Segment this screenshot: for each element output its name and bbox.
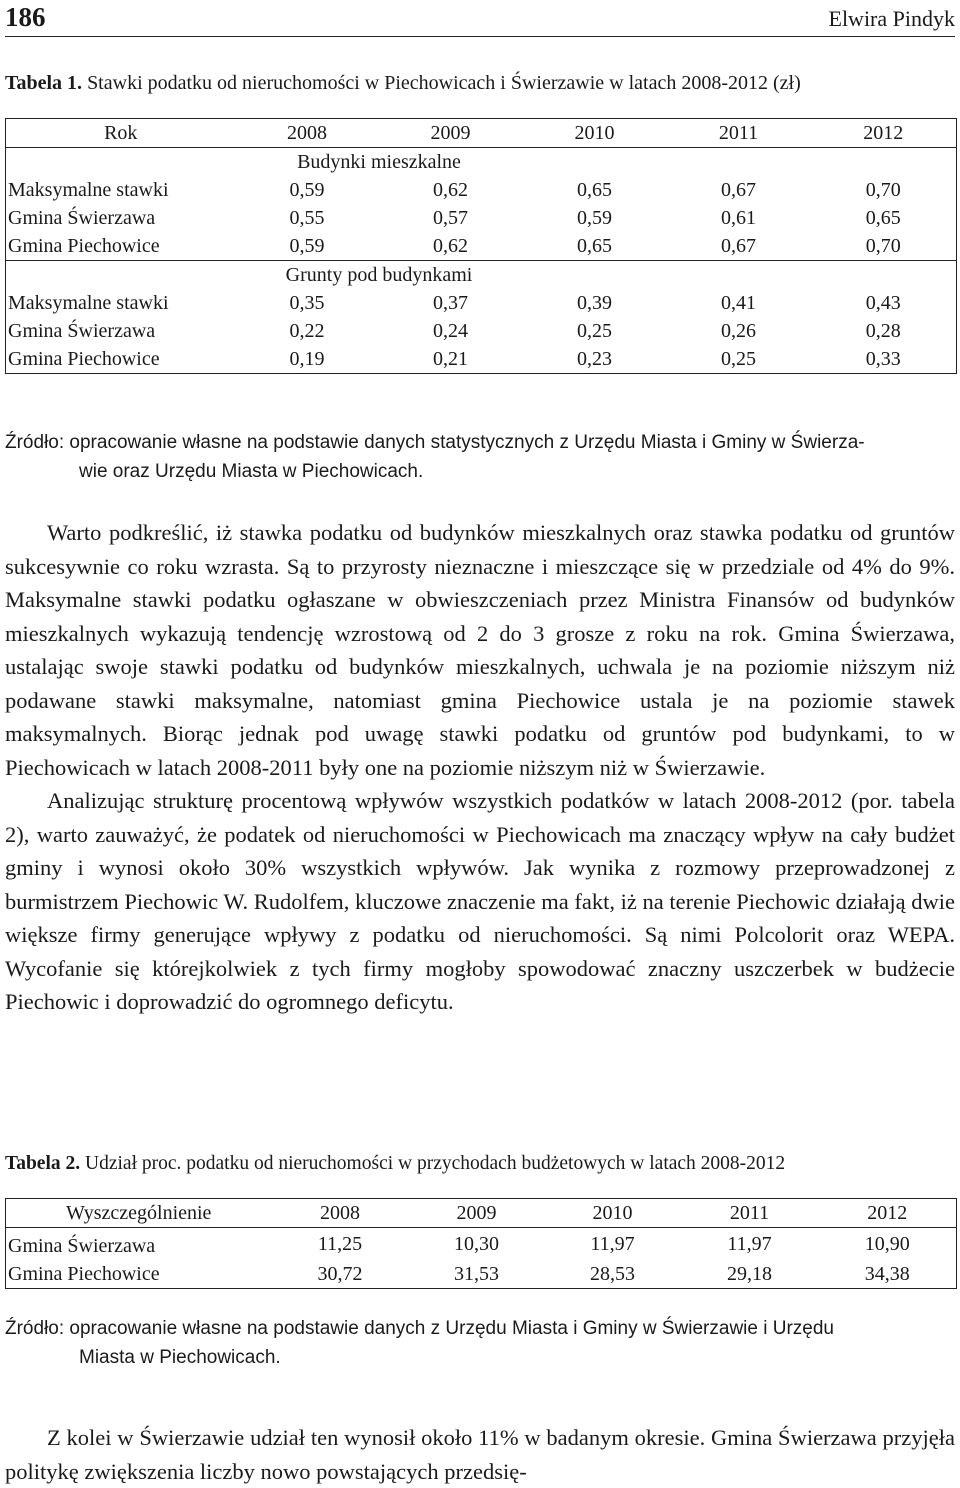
cell: 0,43 — [865, 291, 901, 314]
table1-header-row — [6, 119, 957, 148]
cell: 0,41 — [721, 291, 756, 314]
cell: 0,62 — [433, 178, 468, 201]
cell: 0,33 — [865, 347, 901, 370]
table2 — [5, 1198, 957, 1289]
table1-source-line1: Źródło: opracowanie własne na podstawie danych statystycznych z Urzędu Miasta i Gminy w Świerza- — [5, 432, 865, 453]
table2-year: 2009 — [409, 1199, 545, 1228]
row-label: Maksymalne stawki — [8, 291, 169, 314]
cell: 0,70 — [865, 234, 901, 257]
cell: 0,23 — [577, 347, 612, 370]
row-label: Gmina Świerzawa — [8, 1234, 156, 1257]
page-number: 186 — [5, 2, 46, 32]
row-label: Gmina Piechowice — [8, 1262, 160, 1285]
row-label: Maksymalne stawki — [8, 178, 169, 201]
table-row — [6, 232, 957, 261]
table1-year: 2009 — [379, 119, 523, 148]
table1-year: 2012 — [811, 119, 957, 148]
cell: 10,30 — [454, 1232, 499, 1255]
table2-year: 2011 — [681, 1199, 819, 1228]
cell: 29,18 — [727, 1262, 772, 1285]
cell: 0,62 — [433, 234, 468, 257]
cell: 0,65 — [865, 206, 901, 229]
table1-source-line2: wie oraz Urzędu Miasta w Piechowicach. — [79, 461, 424, 482]
paragraph: Z kolei w Świerzawie udział ten wynosił około 11% w badanym okresie. Gmina Świerzawa przyjęła politykę zwiększenia liczby nowo powstających przedsię- — [5, 1425, 955, 1484]
table2-header-row — [6, 1199, 957, 1228]
table1 — [5, 118, 957, 374]
table2-source-line2: Miasta w Piechowicach. — [79, 1347, 281, 1368]
cell: 0,59 — [289, 178, 325, 201]
row-label: Gmina Świerzawa — [8, 319, 156, 342]
table2-label: Tabela 2. — [5, 1153, 81, 1174]
cell: 0,65 — [577, 178, 612, 201]
table1-label: Tabela 1. — [5, 72, 83, 94]
cell: 31,53 — [454, 1262, 499, 1285]
table1-section-row — [6, 261, 957, 290]
body-text-1 — [5, 516, 955, 1019]
cell: 11,97 — [590, 1232, 635, 1255]
cell: 0,39 — [577, 291, 612, 314]
cell: 0,61 — [721, 206, 756, 229]
table1-year: 2008 — [236, 119, 379, 148]
table1-section2-title: Grunty pod budynkami — [236, 261, 523, 290]
cell: 0,55 — [289, 206, 325, 229]
table2-year: 2010 — [545, 1199, 681, 1228]
cell: 0,28 — [865, 319, 901, 342]
cell: 11,97 — [727, 1232, 772, 1255]
cell: 11,25 — [317, 1232, 363, 1255]
cell: 30,72 — [317, 1262, 363, 1285]
table2-year: 2012 — [819, 1199, 957, 1228]
table-row — [6, 204, 957, 232]
table1-year: 2011 — [667, 119, 811, 148]
cell: 0,59 — [289, 234, 325, 257]
cell: 0,57 — [433, 206, 468, 229]
cell: 0,24 — [433, 319, 468, 342]
table2-title: Udział proc. podatku od nieruchomości w przychodach budżetowych w latach 2008-2012 — [85, 1153, 786, 1174]
page-author: Elwira Pindyk — [828, 6, 955, 31]
cell: 28,53 — [590, 1262, 635, 1285]
row-label: Gmina Świerzawa — [8, 206, 156, 229]
cell: 34,38 — [864, 1262, 910, 1285]
table-row — [6, 345, 957, 374]
table2-caption — [5, 1153, 785, 1175]
row-label: Gmina Piechowice — [8, 347, 160, 370]
paragraph: Analizując strukturę procentową wpływów wszystkich podatków w latach 2008-2012 (por. tabela 2), warto zauważyć, że podatek od nieruchomości w Piechowicach ma znaczący wpływ na cały budżet gminy i wynosi około 30% wszystkich wpływów. Jak wynika z rozmowy przeprowadzonej z burmistrzem Piechowic W. Rudolfem, kluczowe znaczenie ma fakt, iż na terenie Piechowic działają dwie większe firmy generujące wpływy z podatku od nieruchomości. Są nimi Polcolorit oraz WEPA. Wycofanie się którejkolwiek z tych firmy mogłoby spowodować znaczny uszczerbek w budżecie Piechowic i doprowadzić do ogromnego deficytu. — [5, 788, 955, 1014]
cell: 0,37 — [433, 291, 468, 314]
table-row — [6, 176, 957, 204]
body-text-2 — [5, 1421, 955, 1488]
cell: 0,25 — [721, 347, 756, 370]
table1-year: 2010 — [523, 119, 667, 148]
table2-year: 2008 — [272, 1199, 409, 1228]
table1-year-header: Rok — [6, 119, 236, 148]
cell: 10,90 — [864, 1232, 910, 1255]
cell: 0,67 — [721, 178, 756, 201]
table-row — [6, 289, 957, 317]
table1-caption — [5, 72, 801, 95]
paragraph: Warto podkreślić, iż stawka podatku od budynków mieszkalnych oraz stawka podatku od gruntów sukcesywnie co roku wzrasta. Są to przyrosty nieznaczne i mieszczące się w przedziale od 4% do 9%. Maksymalne stawki podatku ogłaszane w obwieszczeniach przez Ministra Finansów od budynków mieszkalnych wykazują tendencję wzrostową od 2 do 3 grosze z roku na rok. Gmina Świerzawa, ustalając swoje stawki podatku od budynków mieszkalnych, uchwala je na poziomie niższym niż podawane stawki maksymalne, natomiast gmina Piechowice ustala je na poziomie stawek maksymalnych. Biorąc jednak pod uwagę stawki podatku od gruntów pod budynkami, to w Piechowicach w latach 2008-2011 były one na poziomie niższym niż w Świerzawie. — [5, 520, 955, 780]
table1-source — [5, 428, 955, 486]
table2-source — [5, 1314, 955, 1372]
table1-section1-title: Budynki mieszkalne — [297, 150, 461, 173]
table1-section-row — [6, 148, 957, 177]
cell: 0,26 — [721, 319, 756, 342]
table-row — [6, 1228, 957, 1261]
cell: 0,65 — [577, 234, 612, 257]
row-label: Gmina Piechowice — [8, 234, 160, 257]
cell: 0,25 — [577, 319, 612, 342]
cell: 0,22 — [289, 319, 325, 342]
page-header — [5, 0, 955, 37]
cell: 0,59 — [577, 206, 612, 229]
cell: 0,21 — [433, 347, 468, 370]
table1-title: Stawki podatku od nieruchomości w Piechowicach i Świerzawie w latach 2008-2012 (zł) — [87, 72, 801, 94]
cell: 0,19 — [289, 347, 325, 370]
table-row — [6, 317, 957, 345]
cell: 0,70 — [865, 178, 901, 201]
cell: 0,35 — [289, 291, 325, 314]
cell: 0,67 — [721, 234, 756, 257]
table2-first-header: Wyszczególnienie — [6, 1199, 272, 1228]
table-row — [6, 1260, 957, 1289]
table2-source-line1: Źródło: opracowanie własne na podstawie danych z Urzędu Miasta i Gminy w Świerzawie i Urzędu — [5, 1318, 834, 1339]
